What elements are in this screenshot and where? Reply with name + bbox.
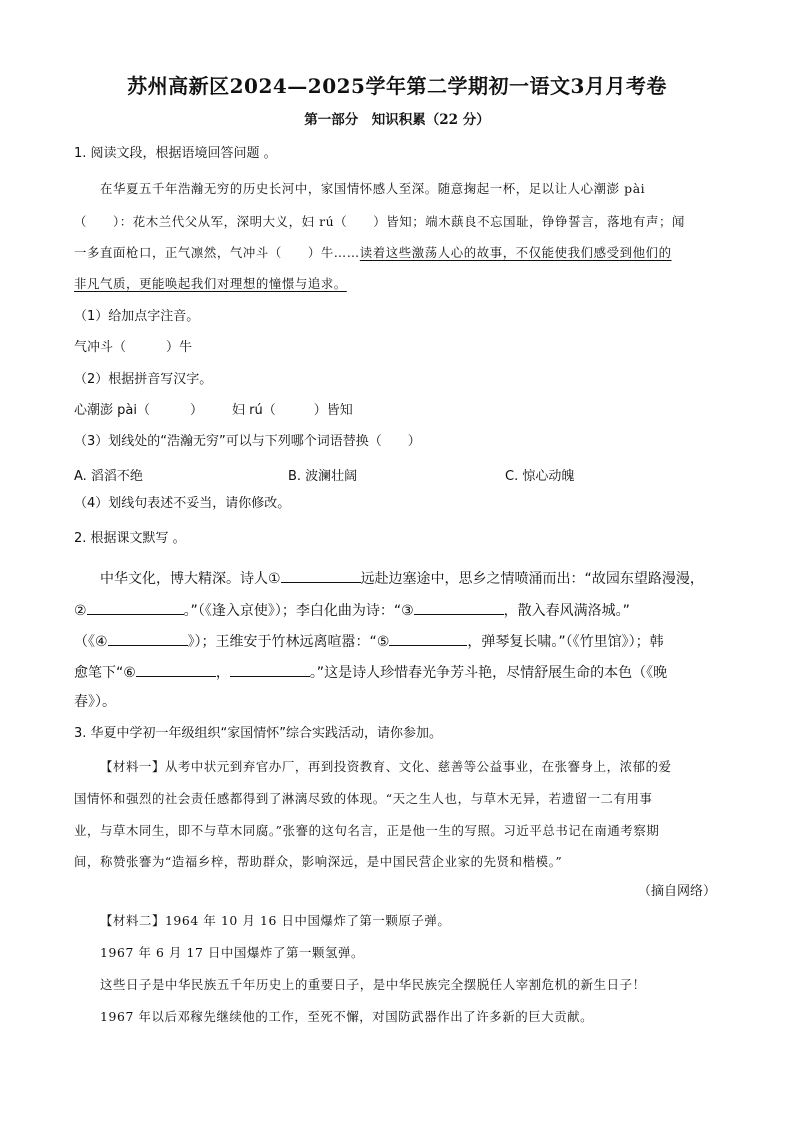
exam-title: 苏州高新区2024—2025学年第二学期初一语文3月月考卷 [127,74,667,98]
q2-blank-4[interactable] [108,631,188,646]
q2-blank-5[interactable] [389,631,467,646]
q3-material-2-line-1: 【材料二】1964 年 10 月 16 日中国爆炸了第一颗原子弹。 [100,913,451,928]
q1-option-a[interactable]: A. 滔滔不绝 [74,469,143,484]
q2-blank-2[interactable] [87,600,184,615]
q2-line-2-text-b: 。”（《逢入京使》）；李白化曲为诗：“③ [183,603,414,619]
q2-line-2-text-a: ② [74,603,87,619]
q2-line-3-text-c: ，弹琴复长啸。”（《竹里馆》）；韩 [467,634,664,650]
q1-underlined-sentence-part2: 非凡气质，更能唤起我们对理想的憧憬与追求。 [74,276,347,291]
q3-material-1-line-2: 国情怀和强烈的社会责任感都得到了淋漓尽致的体现。“天之生人也，与草木无异，若遗留一二有用事 [74,791,653,806]
q1-sub1-item-suffix: ）牛 [166,340,193,355]
q1-passage-line-1: 在华夏五千年浩瀚无穷的历史长河中，家国情怀感人至深。随意掬起一杯，足以让人心潮澎 pài [100,181,646,196]
q3-material-1-line-4: 间，称赞张謇为“造福乡梓，帮助群众，影响深远，是中国民营企业家的先贤和楷模。” [74,854,563,869]
q2-line-4 [74,662,667,682]
q2-line-3 [74,631,664,651]
q1-sub2-item-2 [232,402,353,420]
q2-line-1-text-a: 中华文化，博大精深。诗人① [100,571,281,587]
q1-sub4-label: （4）划线句表述不妥当，请你修改。 [74,496,291,511]
q1-sub1-label: （1）给加点字注音。 [74,309,200,324]
q2-line-4-text-c: 。”这是诗人珍惜春光争芳斗艳，尽情舒展生命的本色（《晚 [309,665,668,681]
q1-passage-line-3-text: 一多直面枪口，正气凛然，气冲斗（ ）牛…… [74,245,360,260]
q3-material-2-line-4: 1967 年以后邓稼先继续他的工作，至死不懈，对国防武器作出了许多新的巨大贡献。 [100,1009,594,1024]
q3-material-1-line-3: 业，与草木同生，即不与草木同腐。”张謇的这句名言，正是他一生的写照。习近平总书记在南通考察期 [74,823,660,838]
q1-passage-line-2: （ ）：花木兰代父从军，深明大义，妇 rú（ ）皆知；端木蕻良不忘国耻，铮铮誓言，落地有声；闻 [74,214,686,229]
q3-material-1-line-1: 【材料一】从考中状元到弃官办厂，再到投资教育、文化、慈善等公益事业，在张謇身上，浓郁的爱 [100,759,672,774]
q2-blank-6b[interactable] [230,662,310,677]
q1-sub2-label: （2）根据拼音写汉字。 [74,372,213,387]
q2-line-3-text-a: （《④ [74,634,108,650]
q2-line-2 [74,600,630,620]
q3-stem: 3. 华夏中学初一年级组织“家国情怀”综合实践活动，请你参加。 [74,726,443,741]
q2-line-3-text-b: 》）；王维安于竹林远离喧嚣：“⑤ [187,634,390,650]
q1-passage-line-3 [74,244,672,262]
q2-line-4-text-a: 愈笔下“⑥ [74,665,136,681]
q1-sub3-label: （3）划线处的“浩瀚无穷”可以与下列哪个词语替换（ ） [74,434,421,449]
q2-stem: 2. 根据课文默写 。 [74,531,186,546]
q2-blank-1[interactable] [281,568,361,583]
q2-line-1 [100,568,704,588]
q3-material-1-source: （摘自网络） [637,884,716,899]
q1-stem: 1. 阅读文段，根据语境回答问题 。 [74,146,277,161]
q2-blank-3[interactable] [414,600,504,615]
q1-option-c[interactable]: C. 惊心动魄 [505,469,575,484]
q1-sub2-item-1 [74,402,203,420]
q3-material-2-line-3: 这些日子是中华民族五千年历史上的重要日子，是中华民族完全摆脱任人宰割危机的新生日子！ [100,977,646,992]
q1-underlined-sentence-part1: 读着这些激荡人心的故事，不仅能使我们感受到他们的 [359,245,672,260]
q2-line-1-text-b: 远赴边塞途中，思乡之情喷涌而出：“故园东望路漫漫， [360,571,704,587]
q1-sub2-item-2-prefix: 妇 rú（ [232,403,276,418]
q1-sub1-item-prefix: 气冲斗（ [74,340,127,355]
q1-sub1-item [74,339,192,357]
q1-sub2-item-1-suffix: ） [189,403,203,418]
q1-sub2-item-2-suffix: ）皆知 [313,403,353,418]
q2-blank-6a[interactable] [136,662,216,677]
q3-material-2-line-2: 1967 年 6 月 17 日中国爆炸了第一颗氢弹。 [100,945,364,960]
q1-option-b[interactable]: B. 波澜壮阔 [288,469,358,484]
q1-sub2-item-1-prefix: 心潮澎 pài（ [74,403,150,418]
section-title: 第一部分 知识积累（22 分） [304,112,490,128]
q2-line-4-comma: ， [215,665,230,681]
q2-line-2-text-c: ，散入春风满洛城。” [503,603,630,619]
q2-line-5: 春》）。 [74,694,116,710]
